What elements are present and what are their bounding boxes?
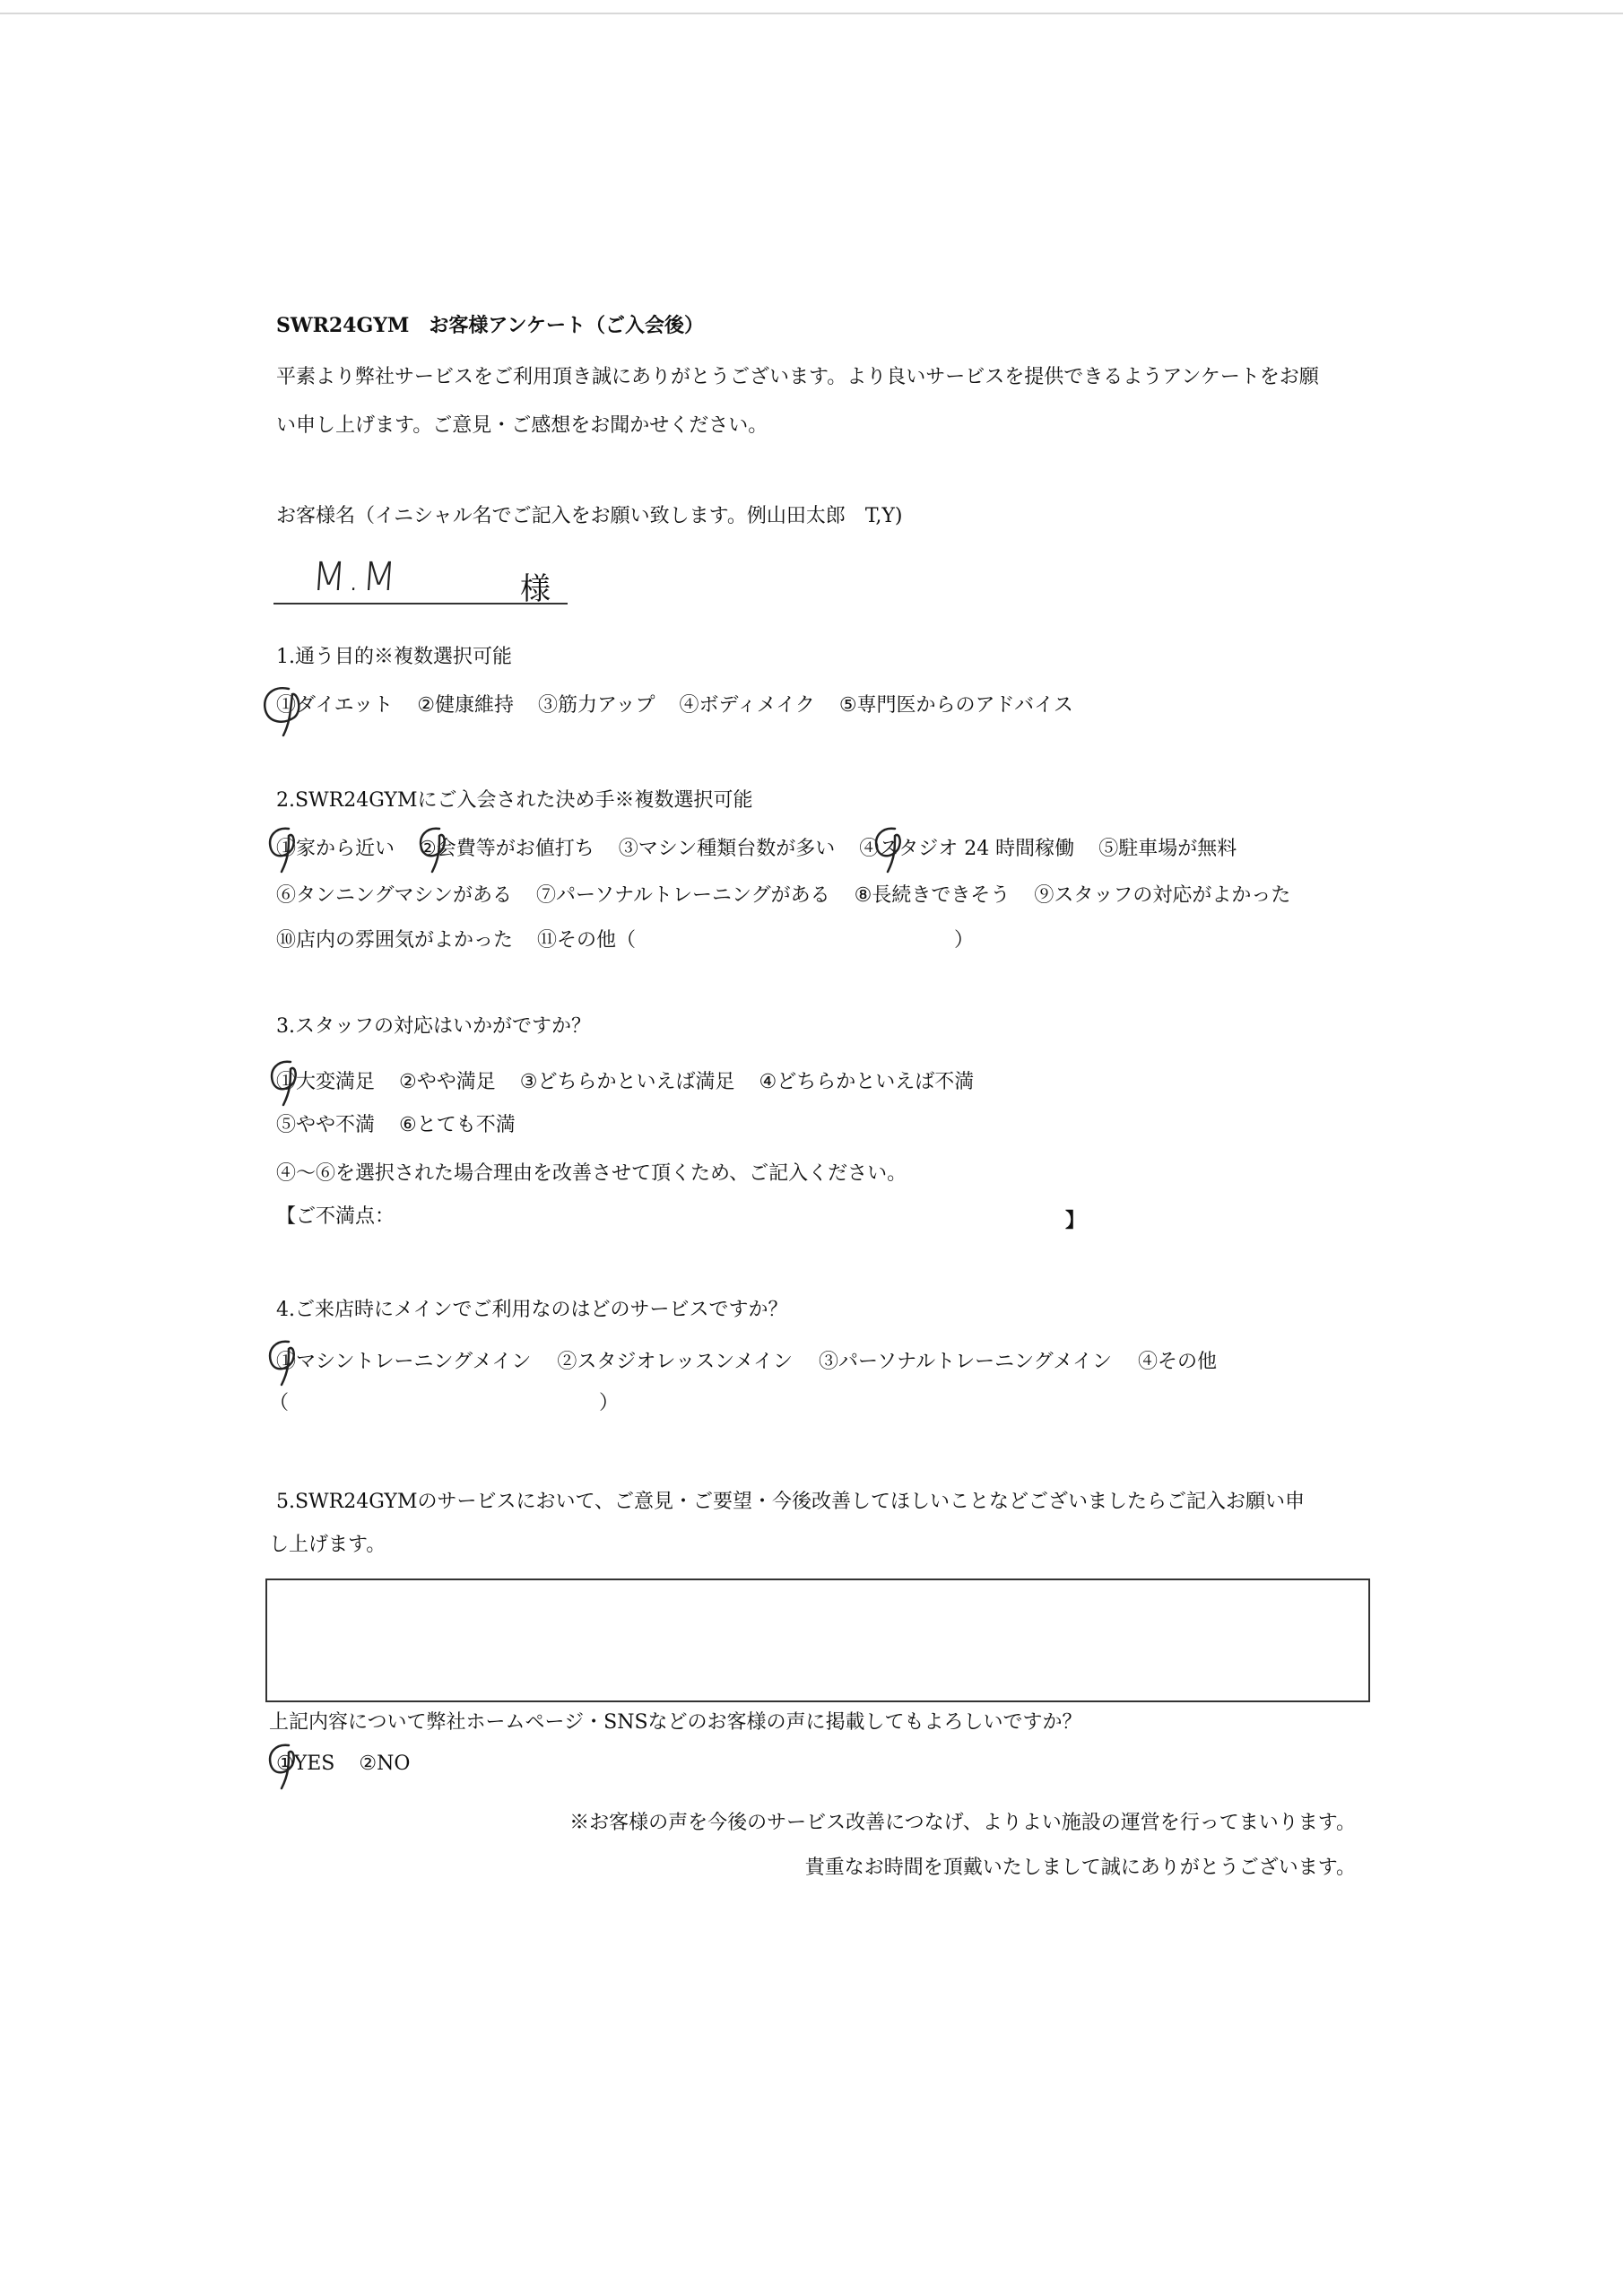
scan-edge-line — [0, 13, 1623, 14]
q2-option-3[interactable]: ③マシン種類台数が多い — [618, 838, 836, 860]
q3-selection-mark-icon — [264, 1057, 316, 1109]
q3-options-row2 — [276, 1116, 534, 1135]
intro-text-line2: い申し上げます。ご意見・ご感想をお聞かせください。 — [276, 414, 768, 437]
customer-name-handwritten[interactable]: M.M — [310, 554, 400, 600]
q4-option-3[interactable]: ③パーソナルトレーニングメイン — [819, 1351, 1112, 1373]
name-underline — [273, 603, 568, 604]
q3-option-6[interactable]: ⑥とても不満 — [399, 1114, 516, 1136]
q2-option-11[interactable]: ⑪その他（ — [537, 929, 637, 952]
q2-option-5[interactable]: ⑤駐車場が無料 — [1098, 838, 1237, 860]
name-prompt: お客様名（イニシャル名でご記入をお願い致します。例山田太郎 T,Y) — [276, 505, 903, 527]
q4-other-open-paren: （ — [269, 1392, 290, 1414]
q3-note: ④～⑥を選択された場合理由を改善させて頂くため、ご記入ください。 — [276, 1162, 907, 1185]
honorific-label: 様 — [520, 571, 551, 607]
q2-opt2-selection-mark-icon — [411, 823, 463, 875]
consent-option-no[interactable]: ②NO — [359, 1752, 411, 1775]
q4-options — [276, 1352, 1235, 1372]
q2-option-8[interactable]: ⑧長続きできそう — [854, 884, 1011, 907]
consent-question: 上記内容について弊社ホームページ・SNSなどのお客様の声に掲載してもよろしいですか？ — [269, 1711, 1082, 1734]
q2-option-4[interactable]: ④スタジオ 24 時間稼働 — [859, 838, 1075, 860]
q1-options — [276, 696, 1091, 716]
q3-option-2[interactable]: ②やや満足 — [399, 1071, 496, 1093]
q1-label: 1.通う目的※複数選択可能 — [276, 646, 512, 668]
q1-selection-mark-icon — [256, 682, 319, 741]
q3-option-4[interactable]: ④どちらかといえば不満 — [759, 1071, 975, 1093]
q2-option-2[interactable]: ②会費等がお値打ち — [419, 838, 595, 860]
q4-label: 4.ご来店時にメインでご利用なのはどのサービスですか？ — [276, 1299, 788, 1321]
q2-option-6[interactable]: ⑥タンニングマシンがある — [276, 884, 513, 907]
q2-option-7[interactable]: ⑦パーソナルトレーニングがある — [536, 884, 830, 907]
q2-opt1-selection-mark-icon — [262, 823, 314, 875]
q2-options-row3 — [276, 931, 654, 951]
footer-thanks: 貴重なお時間を頂戴いたしまして誠にありがとうございます。 — [804, 1857, 1356, 1879]
q4-option-2[interactable]: ②スタジオレッスンメイン — [557, 1351, 794, 1373]
q4-selection-mark-icon — [262, 1336, 314, 1388]
q4-option-1[interactable]: ①マシントレーニングメイン — [276, 1351, 532, 1373]
q2-option-1[interactable]: ①家から近い — [276, 838, 395, 860]
q3-option-3[interactable]: ③どちらかといえば満足 — [519, 1071, 735, 1093]
q3-option-5[interactable]: ⑤やや不満 — [276, 1114, 376, 1136]
q3-complaint-label: 【ご不満点： — [276, 1205, 395, 1228]
q5-label-line1: 5.SWR24GYMのサービスにおいて、ご意見・ご要望・今後改善してほしいことなどございましたらご記入お願い申 — [276, 1491, 1306, 1513]
q2-options-row2 — [276, 886, 1308, 906]
q3-option-1[interactable]: ①大変満足 — [276, 1071, 376, 1093]
q2-other-close-paren: ） — [954, 929, 975, 952]
q4-other-close-paren: ） — [599, 1392, 620, 1414]
q4-option-4[interactable]: ④その他 — [1137, 1351, 1217, 1373]
q2-option-10[interactable]: ⑩店内の雰囲気がよかった — [276, 929, 514, 952]
q1-option-4[interactable]: ④ボディメイク — [679, 694, 815, 717]
q3-label: 3.スタッフの対応はいかがですか？ — [276, 1015, 591, 1038]
q1-option-5[interactable]: ⑤専門医からのアドバイス — [838, 694, 1073, 717]
q5-label-line2: し上げます。 — [269, 1534, 386, 1556]
q2-option-9[interactable]: ⑨スタッフの対応がよかった — [1034, 884, 1291, 907]
intro-text-line1: 平素より弊社サービスをご利用頂き誠にありがとうございます。より良いサービスを提供できるようアンケートをお願 — [276, 366, 1319, 388]
q3-options-row1 — [276, 1073, 992, 1092]
q1-option-3[interactable]: ③筋力アップ — [537, 694, 655, 717]
footer-note: ※お客様の声を今後のサービス改善につなげ、よりよい施設の運営を行ってまいります。 — [569, 1812, 1356, 1834]
q1-option-1[interactable]: ①ダイエット — [276, 694, 394, 717]
q5-comment-box[interactable] — [265, 1578, 1370, 1702]
q2-label: 2.SWR24GYMにご入会された決め手※複数選択可能 — [276, 789, 753, 812]
q2-opt4-selection-mark-icon — [866, 823, 918, 875]
q3-complaint-close: 】 — [1065, 1209, 1086, 1232]
consent-option-yes[interactable]: ①YES — [276, 1752, 335, 1775]
q1-option-2[interactable]: ②健康維持 — [417, 694, 514, 717]
survey-title: SWR24GYM お客様アンケート（ご入会後） — [276, 314, 705, 337]
consent-selection-mark-icon — [262, 1740, 314, 1792]
